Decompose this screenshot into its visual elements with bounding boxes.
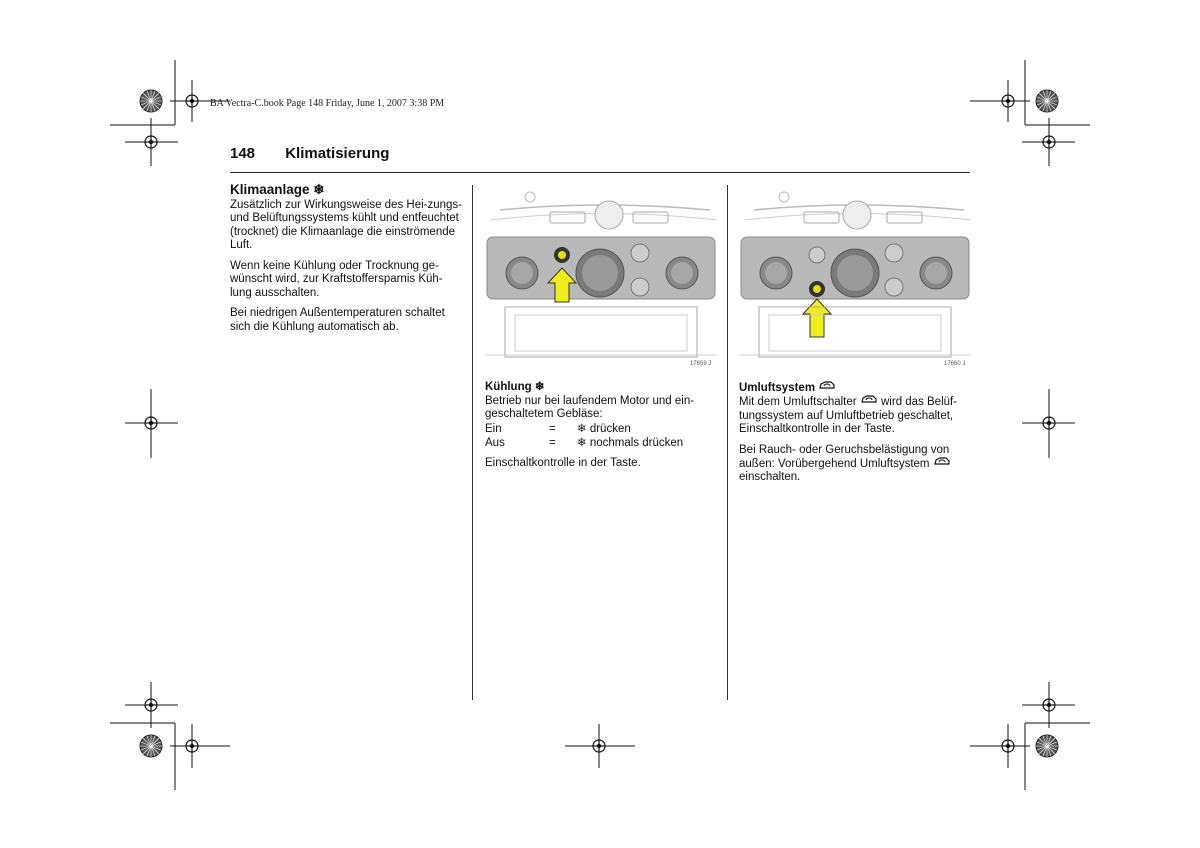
row-eq: = — [549, 422, 556, 435]
paragraph-text: wird das Belüf-tungssystem auf Umluftbetrieb geschaltet, Einschaltkontrolle in der Taste. — [739, 396, 958, 436]
figure-number: 17659 J — [690, 361, 712, 367]
paragraph: Wenn keine Kühlung oder Trocknung ge-wünscht wird, zur Kraftstoffersparnis Küh-lung ausschalten. — [230, 259, 443, 299]
print-slug: BA Vectra-C.book Page 148 Friday, June 1, 2007 3:38 PM — [210, 98, 445, 109]
paragraph-text: Mit dem Umluftschalter — [739, 396, 857, 409]
row-action: ❄ nochmals drücken — [577, 436, 684, 449]
heading-text: Umluftsystem — [739, 381, 816, 394]
row-label: Ein — [485, 422, 502, 435]
row-eq: = — [549, 436, 556, 449]
section-title: Klimatisierung — [285, 145, 390, 162]
paragraph-text: Bei Rauch- oder Geruchsbelästigung von außen: Vorübergehend Umluftsystem — [739, 443, 950, 470]
figure-number: 17660 J — [944, 361, 966, 367]
paragraph: Zusätzlich zur Wirkungsweise des Hei-zungs- und Belüftungssystems kühlt und entfeuchtet (trocknet) die Klimaanlage die einströmende Luft. — [230, 198, 462, 251]
heading-kuehlung: Kühlung ❄ — [485, 381, 545, 393]
paragraph: Einschaltkontrolle in der Taste. — [485, 456, 641, 469]
page-number: 148 — [230, 145, 256, 162]
row-label: Aus — [485, 436, 505, 449]
paragraph: Bei niedrigen Außentemperaturen schaltet sich die Kühlung automatisch ab. — [230, 307, 445, 333]
heading-klimaanlage: Klimaanlage ❄ — [230, 182, 325, 197]
paragraph-text: einschalten. — [739, 471, 801, 484]
row-action: ❄ drücken — [577, 422, 631, 435]
paragraph: Betrieb nur bei laufendem Motor und ein-geschaltetem Gebläse: — [485, 394, 695, 420]
